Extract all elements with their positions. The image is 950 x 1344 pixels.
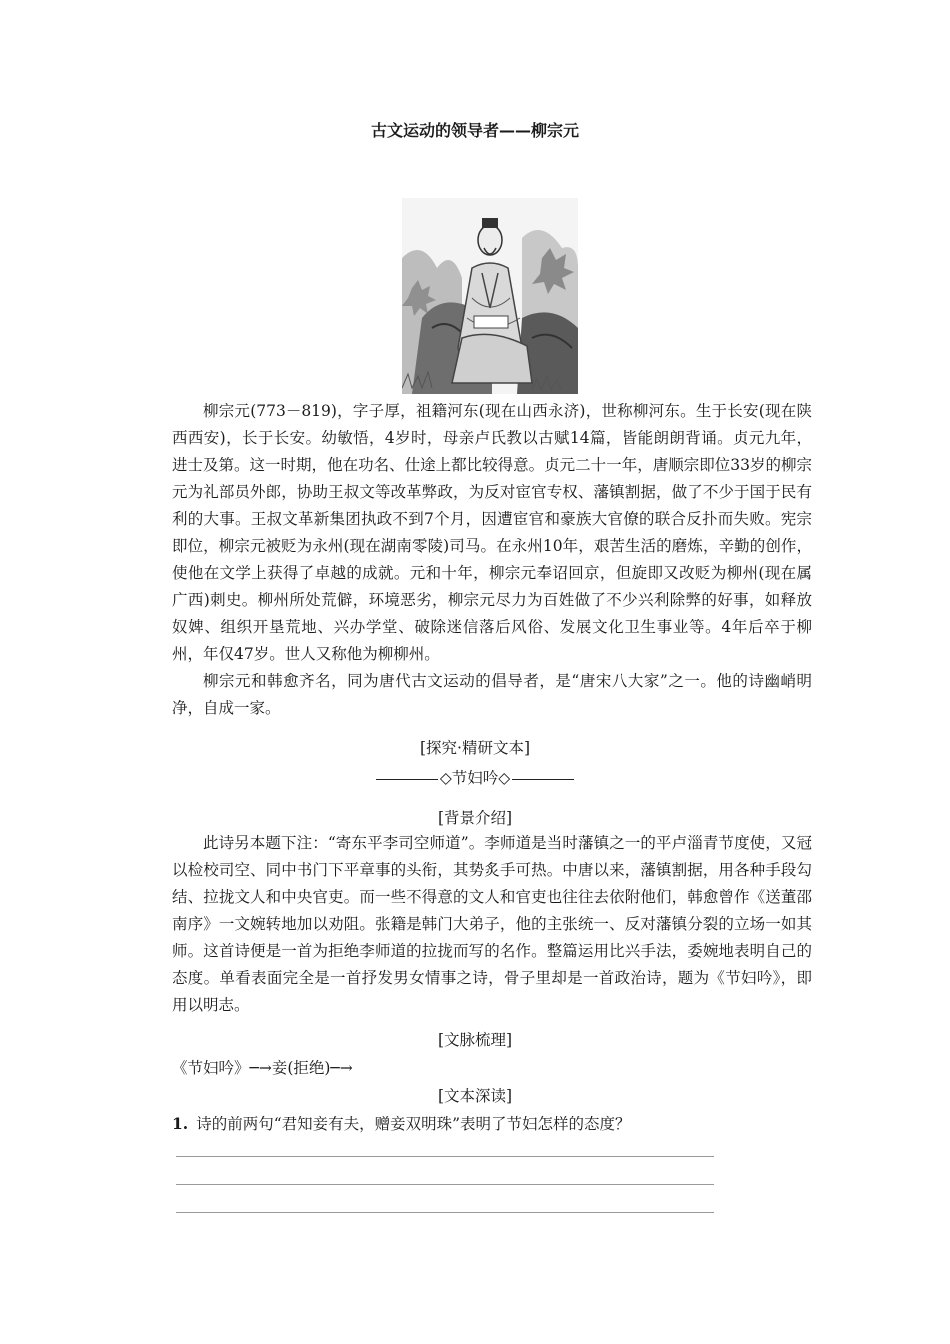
answer-line-1[interactable] (176, 1156, 714, 1157)
bio-paragraph-2: 柳宗元和韩愈齐名，同为唐代古文运动的倡导者，是“唐宋八大家”之一。他的诗幽峭明净，自成一家。 (172, 672, 812, 717)
right-rule (512, 779, 574, 780)
page-title: 古文运动的领导者——柳宗元 (370, 121, 579, 140)
biography (172, 398, 812, 722)
left-rule (376, 779, 438, 780)
structure-flow: 《节妇吟》─→妾(拒绝)─→ (172, 1059, 353, 1077)
poem-title: ◇节妇吟◇ (439, 769, 511, 787)
background-section (172, 830, 812, 1019)
explore-heading: [探究·精研文本] (419, 739, 531, 757)
background-paragraph: 此诗另本题下注：“寄东平李司空师道”。李师道是当时藩镇之一的平卢淄青节度使，又冠以检校司空、同中书门下平章事的头衔，其势炙手可热。中唐以来，藩镇割据，用各种手段勾结、拉拢文人和中央官吏。而一些不得意的文人和官吏也往往去依附他们，韩愈曾作《送董邵南序》一文婉转地加以劝阻。张籍是韩门大弟子，他的主张统一、反对藩镇分裂的立场一如其师。这首诗便是一首为拒绝李师道的拉拢而写的名作。整篇运用比兴手法，委婉地表明自己的态度。单看表面完全是一首抒发男女情事之诗，骨子里却是一首政治诗，题为《节妇吟》，即用以明志。 (172, 834, 812, 1014)
background-heading: [背景介绍] (437, 809, 513, 827)
poem-title-row (0, 766, 950, 788)
portrait-illustration-icon (402, 198, 578, 394)
reading-heading: [文本深读] (437, 1087, 513, 1105)
question-1 (172, 1112, 631, 1134)
answer-line-2[interactable] (176, 1184, 714, 1185)
structure-heading: [文脉梳理] (437, 1031, 513, 1049)
answer-line-3[interactable] (176, 1212, 714, 1213)
bio-paragraph-1: 柳宗元(773－819)，字子厚，祖籍河东(现在山西永济)，世称柳河东。生于长安(现在陕西西安)，长于长安。幼敏悟，4岁时，母亲卢氏教以古赋14篇，皆能朗朗背诵。贞元九年，进士及第。这一时期，他在功名、仕途上都比较得意。贞元二十一年，唐顺宗即位33岁的柳宗元为礼部员外郎，协助王叔文等改革弊政，为反对宦官专权、藩镇割据，做了不少于国于民有利的大事。王叔文革新集团执政不到7个月，因遭宦官和豪族大官僚的联合反扑而失败。宪宗即位，柳宗元被贬为永州(现在湖南零陵)司马。在永州10年，艰苦生活的磨炼，辛勤的创作，使他在文学上获得了卓越的成就。元和十年，柳宗元奉诏回京，但旋即又改贬为柳州(现在属广西)刺史。柳州所处荒僻，环境恶劣，柳宗元尽力为百姓做了不少兴利除弊的好事，如释放奴婢、组织开垦荒地、兴办学堂、破除迷信落后风俗、发展文化卫生事业等。4年后卒于柳州，年仅47岁。世人又称他为柳柳州。 (172, 402, 812, 663)
question-text: 诗的前两句“君知妾有夫，赠妾双明珠”表明了节妇怎样的态度？ (196, 1115, 631, 1133)
question-number: 1. (172, 1114, 189, 1133)
